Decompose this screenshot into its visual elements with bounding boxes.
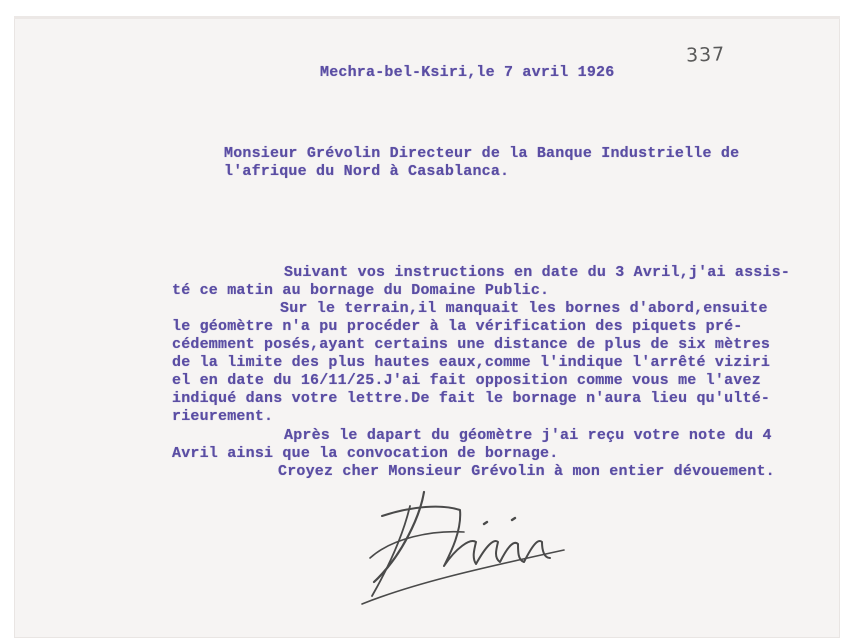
body-line: Avril ainsi que la convocation de bornage. xyxy=(172,445,559,462)
place-and-date: Mechra-bel-Ksiri,le 7 avril 1926 xyxy=(320,64,615,81)
body-line: Après le dapart du géomètre j'ai reçu votre note du 4 xyxy=(284,427,772,444)
body-line: rieurement. xyxy=(172,408,274,425)
folio-number: 337 xyxy=(685,43,726,67)
body-line: le géomètre n'a pu procéder à la vérification des piquets pré- xyxy=(172,318,743,335)
body-line: el en date du 16/11/25.J'ai fait opposition comme vous me l'avez xyxy=(172,372,761,389)
handwritten-signature xyxy=(352,486,572,611)
body-line: Croyez cher Monsieur Grévolin à mon entier dévouement. xyxy=(278,463,775,480)
addressee-line-2: l'afrique du Nord à Casablanca. xyxy=(224,163,510,180)
body-line: indiqué dans votre lettre.De fait le bornage n'aura lieu qu'ulté- xyxy=(172,390,771,407)
body-line: Suivant vos instructions en date du 3 Avril,j'ai assis- xyxy=(284,264,791,281)
paper-edge xyxy=(14,16,840,19)
body-line: cédemment posés,ayant certains une distance de plus de six mètres xyxy=(172,336,771,353)
addressee-line-1: Monsieur Grévolin Directeur de la Banque Industrielle de xyxy=(224,145,740,162)
body-line: té ce matin au bornage du Domaine Public. xyxy=(172,282,550,299)
body-line: de la limite des plus hautes eaux,comme l'indique l'arrêté viziri xyxy=(172,354,771,371)
body-line: Sur le terrain,il manquait les bornes d'abord,ensuite xyxy=(280,300,768,317)
